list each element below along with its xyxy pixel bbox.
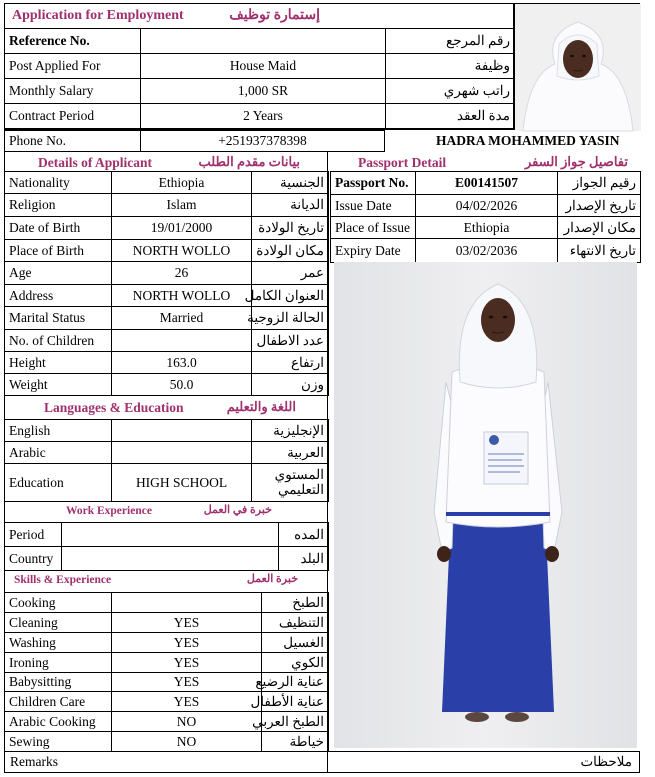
arabic-label: Arabic <box>5 442 112 464</box>
arabic-cooking-value: NO <box>112 712 262 732</box>
place-of-issue-label: Place of Issue <box>331 217 416 239</box>
applicant-title-en: Details of Applicant <box>38 155 153 170</box>
title-en: Application for Employment <box>12 8 184 23</box>
arabic-label-ar: العربية <box>252 442 329 464</box>
pob-label-ar: مكان الولادة <box>252 240 329 262</box>
arabic-value <box>112 442 252 464</box>
table-row <box>331 217 641 239</box>
country-label-ar: البلد <box>279 547 329 571</box>
weight-value: 50.0 <box>112 374 252 396</box>
table-row <box>5 104 515 129</box>
salary-label: Monthly Salary <box>5 79 141 104</box>
table-row <box>5 547 329 571</box>
table-row <box>5 593 329 613</box>
table-row <box>331 239 641 263</box>
dob-label-ar: تاريخ الولادة <box>252 217 329 240</box>
phone-value: +251937378398 <box>141 131 385 152</box>
children-label-ar: عدد الاطفال <box>252 330 329 352</box>
passport-no-label: Passport No. <box>331 172 416 195</box>
pob-value: NORTH WOLLO <box>112 240 252 262</box>
age-label: Age <box>5 262 112 285</box>
work-title-ar: خبرة في العمل <box>203 504 272 516</box>
marital-value: Married <box>112 307 252 330</box>
cleaning-value: YES <box>112 613 262 633</box>
table-row <box>5 523 329 547</box>
marital-label: Marital Status <box>5 307 112 330</box>
cooking-label: Cooking <box>5 593 112 613</box>
address-value: NORTH WOLLO <box>112 285 252 307</box>
nationality-label: Nationality <box>5 172 112 194</box>
table-row <box>5 692 329 712</box>
ironing-label-ar: الكوي <box>262 653 329 673</box>
nationality-label-ar: الجنسية <box>252 172 329 194</box>
table-row <box>5 633 329 653</box>
work-title-en: Work Experience <box>66 505 152 517</box>
nationality-value: Ethiopia <box>112 172 252 194</box>
passport-no-value: E00141507 <box>416 172 558 195</box>
place-of-issue-label-ar: مكان الإصدار <box>558 217 641 239</box>
arabic-cooking-label: Arabic Cooking <box>5 712 112 732</box>
reference-label-ar: رقم المرجع <box>386 29 515 54</box>
languages-title-en: Languages & Education <box>44 400 184 415</box>
title-ar: إستمارة توظيف <box>229 8 320 23</box>
skills-title-en: Skills & Experience <box>14 574 112 586</box>
remarks-row <box>4 751 640 773</box>
period-label: Period <box>5 523 62 547</box>
post-value: House Maid <box>141 54 386 79</box>
table-row <box>5 732 329 752</box>
table-row <box>5 712 329 732</box>
table-row <box>5 194 329 217</box>
table-row <box>5 420 329 442</box>
table-row <box>5 217 329 240</box>
dob-label: Date of Birth <box>5 217 112 240</box>
weight-label: Weight <box>5 374 112 396</box>
table-row <box>5 240 329 262</box>
contract-label-ar: مدة العقد <box>386 104 515 129</box>
passport-title-ar: تفاصيل جواز السفر <box>524 154 628 169</box>
arabic-cooking-label-ar: الطبخ العربي <box>262 712 329 732</box>
education-label-ar: المستوي التعليمي <box>252 464 329 502</box>
table-row <box>331 172 641 195</box>
age-value: 26 <box>112 262 252 285</box>
table-row <box>5 330 329 352</box>
table-row <box>5 464 329 502</box>
reference-value <box>141 29 386 54</box>
english-label-ar: الإنجليزية <box>252 420 329 442</box>
contract-label: Contract Period <box>5 104 141 129</box>
headshot-photo <box>514 3 640 130</box>
table-row <box>5 653 329 673</box>
salary-value: 1,000 SR <box>141 79 386 104</box>
languages-table <box>4 419 329 502</box>
childcare-label: Children Care <box>5 692 112 712</box>
table-row <box>5 673 329 692</box>
phone-table <box>4 130 385 152</box>
address-label: Address <box>5 285 112 307</box>
table-row <box>5 262 329 285</box>
table-row <box>5 54 515 79</box>
country-value <box>62 547 279 571</box>
cooking-value <box>112 593 262 613</box>
work-table <box>4 522 329 571</box>
height-label-ar: ارتفاع <box>252 352 329 374</box>
post-label: Post Applied For <box>5 54 141 79</box>
remarks-label: Remarks <box>10 754 58 769</box>
table-row <box>5 172 329 194</box>
marital-label-ar: الحالة الزوجية <box>252 307 329 330</box>
english-label: English <box>5 420 112 442</box>
sewing-label: Sewing <box>5 732 112 752</box>
height-value: 163.0 <box>112 352 252 374</box>
remarks-label-ar: ملاحظات <box>580 754 632 769</box>
weight-label-ar: وزن <box>252 374 329 396</box>
sewing-label-ar: خياطة <box>262 732 329 752</box>
salary-label-ar: راتب شهري <box>386 79 515 104</box>
children-label: No. of Children <box>5 330 112 352</box>
cleaning-label: Cleaning <box>5 613 112 633</box>
passport-title-en: Passport Detail <box>358 155 447 170</box>
issue-date-label-ar: تاريخ الإصدار <box>558 195 641 217</box>
expiry-date-label-ar: تاريخ الانتهاء <box>558 239 641 263</box>
post-label-ar: وظيفة <box>386 54 515 79</box>
table-row <box>5 307 329 330</box>
address-label-ar: العنوان الكامل <box>252 285 329 307</box>
phone-label: Phone No. <box>5 131 141 152</box>
place-of-issue-value: Ethiopia <box>416 217 558 239</box>
children-value <box>112 330 252 352</box>
sewing-value: NO <box>112 732 262 752</box>
religion-label: Religion <box>5 194 112 217</box>
expiry-date-label: Expiry Date <box>331 239 416 263</box>
applicant-name: HADRA MOHAMMED YASIN <box>436 133 620 148</box>
education-label: Education <box>5 464 112 502</box>
childcare-label-ar: عناية الأطفال <box>262 692 329 712</box>
table-row <box>5 613 329 633</box>
english-value <box>112 420 252 442</box>
washing-value: YES <box>112 633 262 653</box>
washing-label-ar: الغسيل <box>262 633 329 653</box>
table-row <box>5 442 329 464</box>
table-row <box>5 29 515 54</box>
period-value <box>62 523 279 547</box>
header-table <box>4 28 515 129</box>
full-body-photo <box>334 262 637 748</box>
period-label-ar: المده <box>279 523 329 547</box>
cooking-label-ar: الطبخ <box>262 593 329 613</box>
table-row <box>5 285 329 307</box>
babysitting-label-ar: عناية الرضيع <box>262 673 329 692</box>
table-row <box>5 352 329 374</box>
contract-value: 2 Years <box>141 104 386 129</box>
table-row <box>5 374 329 396</box>
babysitting-value: YES <box>112 673 262 692</box>
religion-value: Islam <box>112 194 252 217</box>
table-row <box>5 79 515 104</box>
passport-no-label-ar: رقيم الجواز <box>558 172 641 195</box>
education-value: HIGH SCHOOL <box>112 464 252 502</box>
ironing-label: Ironing <box>5 653 112 673</box>
reference-label: Reference No. <box>5 29 141 54</box>
table-row <box>5 131 385 152</box>
age-label-ar: عمر <box>252 262 329 285</box>
country-label: Country <box>5 547 62 571</box>
issue-date-label: Issue Date <box>331 195 416 217</box>
pob-label: Place of Birth <box>5 240 112 262</box>
washing-label: Washing <box>5 633 112 653</box>
cleaning-label-ar: التنظيف <box>262 613 329 633</box>
expiry-date-value: 03/02/2036 <box>416 239 558 263</box>
languages-title-ar: اللغة والتعليم <box>226 399 296 414</box>
applicant-table <box>4 171 329 396</box>
applicant-title-ar: بيانات مقدم الطلب <box>198 154 300 169</box>
ironing-value: YES <box>112 653 262 673</box>
religion-label-ar: الديانة <box>252 194 329 217</box>
passport-table <box>330 171 641 263</box>
skills-table <box>4 592 329 752</box>
childcare-value: YES <box>112 692 262 712</box>
issue-date-value: 04/02/2026 <box>416 195 558 217</box>
height-label: Height <box>5 352 112 374</box>
skills-title-ar: خبرة العمل <box>246 573 298 585</box>
babysitting-label: Babysitting <box>5 673 112 692</box>
dob-value: 19/01/2000 <box>112 217 252 240</box>
table-row <box>331 195 641 217</box>
